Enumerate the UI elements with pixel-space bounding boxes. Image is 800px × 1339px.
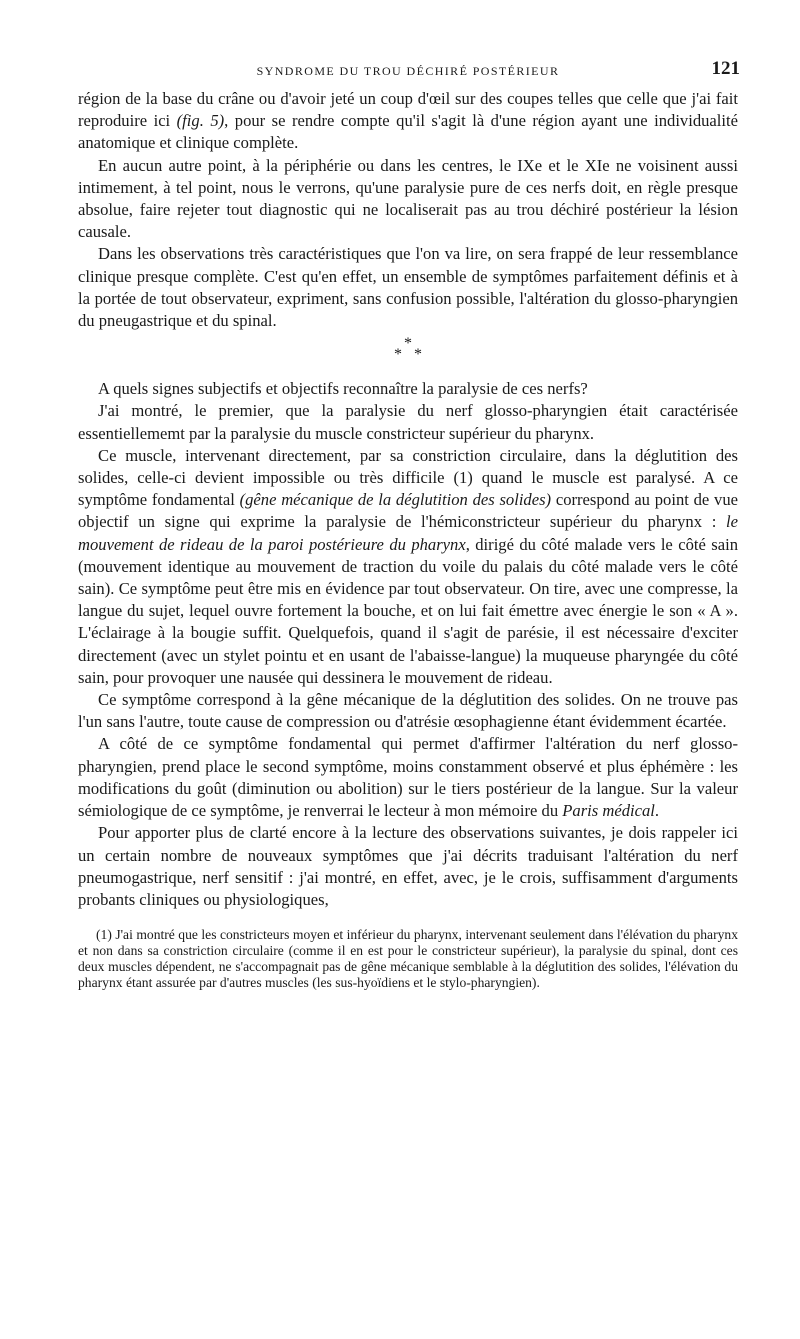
separator-star: * xyxy=(404,335,412,353)
paragraph-3: Dans les observations très caractéristiques que l'on va lire, on sera frappé de leur ressemblance clinique presque complète. C'est qu'en effet, un ensemble de symptômes parfaitement définis et à la portée de tout observateur, expriment, sans confusion possible, l'altération du glosso-pharyngien du pneugastrique et du spinal. xyxy=(78,244,738,331)
separator-star: * xyxy=(414,346,422,364)
paragraph-6: Ce muscle, intervenant directement, par sa constriction circulaire, dans la déglutition des solides, celle-ci devient impossible ou très difficile (1) quand le muscle est paralysé. A ce symptôme fondamental (gêne mécanique de la déglutition des solides) correspond au point de vue objectif un signe qui exprime la paralysie de l'hémiconstricteur supérieur du pharynx : le mouvement de rideau de la paroi postérieure du pharynx, dirigé du côté malade vers le côté sain (mouvement identique au mouvement de traction du voile du palais du côté malade vers le côté sain). Ce symptôme peut être mis en évidence par tout observateur. On tire, avec une compresse, la langue du sujet, lequel ouvre fortement la bouche, et on lui fait émettre avec énergie le son « A ». L'éclairage à la bougie suffit. Quelquefois, quand il s'agit de parésie, il est nécessaire d'exciter directement (avec un stylet pointu et en usant de l'abaisse-langue) la muqueuse pharyngée du côté sain, pour provoquer une nausée qui dessinera le mouvement de rideau. xyxy=(78,445,738,687)
book-page xyxy=(78,58,738,991)
paragraph-1: région de la base du crâne ou d'avoir jeté un coup d'œil sur des coupes telles que celle que j'ai fait reproduire ici (fig. 5), pour se rendre compte qu'il s'agit là d'une région ayant une individualité anatomique et clinique complète. xyxy=(78,89,738,153)
page-number: 121 xyxy=(711,58,740,79)
running-header xyxy=(78,58,738,88)
main-text xyxy=(78,88,738,911)
paragraph-7: Ce symptôme correspond à la gêne mécanique de la déglutition des solides. On ne trouve pas l'un sans l'autre, toute cause de compression ou d'atrésie œsophagienne étant évidemment écartée. xyxy=(78,690,738,732)
separator-star: * xyxy=(394,346,402,364)
paragraph-2: En aucun autre point, à la périphérie ou dans les centres, le IXe et le XIe ne voisinent aussi intimement, à tel point, nous le verrons, qu'une paralysie pure de ces nerfs doit, en règle presque absolue, faire rejeter tout diagnostic qui ne localiserait pas au trou déchiré postérieur la lésion causale. xyxy=(78,155,738,242)
paragraph-8: A côté de ce symptôme fondamental qui permet d'affirmer l'altération du nerf glosso-pharyngien, prend place le second symptôme, moins constamment observé et plus éphémère : les modifications du goût (diminution ou abolition) sur le tiers postérieur de la langue. Sur la valeur sémiologique de ce symptôme, je renverrai le lecteur à mon mémoire du Paris médical. xyxy=(78,734,738,821)
section-separator xyxy=(78,335,738,364)
figure-reference: (fig. 5) xyxy=(176,111,225,131)
paragraph-9: Pour apporter plus de clarté encore à la lecture des observations suivantes, je dois rappeler ici un certain nombre de nouveaux symptômes que j'ai décrits traduisant l'altération du nerf pneumogastrique, nerf sensitif : j'ai montré, en effet, avec, je le crois, suffisamment d'arguments probants cliniques ou physiologiques, xyxy=(78,823,738,909)
footnote xyxy=(78,927,738,991)
paragraph-5: J'ai montré, le premier, que la paralysie du nerf glosso-pharyngien était caractérisée essentiellememt par la paralysie du muscle constricteur supérieur du pharynx. xyxy=(78,401,738,443)
footnote-text: (1) J'ai montré que les constricteurs moyen et inférieur du pharynx, intervenant seulement dans l'élévation du pharynx et non dans sa constriction circulaire (comme il en est pour le constricteur supérieur), la paralysie du spinal, dont ces deux muscles dépendent, ne s'accompagnait pas de gêne mécanique semblable à la déglutition des solides, l'élévation du pharynx étant assurée par d'autres muscles (les sus-hyoïdiens et le stylo-pharyngien). xyxy=(78,927,738,991)
running-title: SYNDROME DU TROU DÉCHIRÉ POSTÉRIEUR xyxy=(256,64,560,78)
paragraph-4: A quels signes subjectifs et objectifs reconnaître la paralysie de ces nerfs? xyxy=(98,379,588,399)
